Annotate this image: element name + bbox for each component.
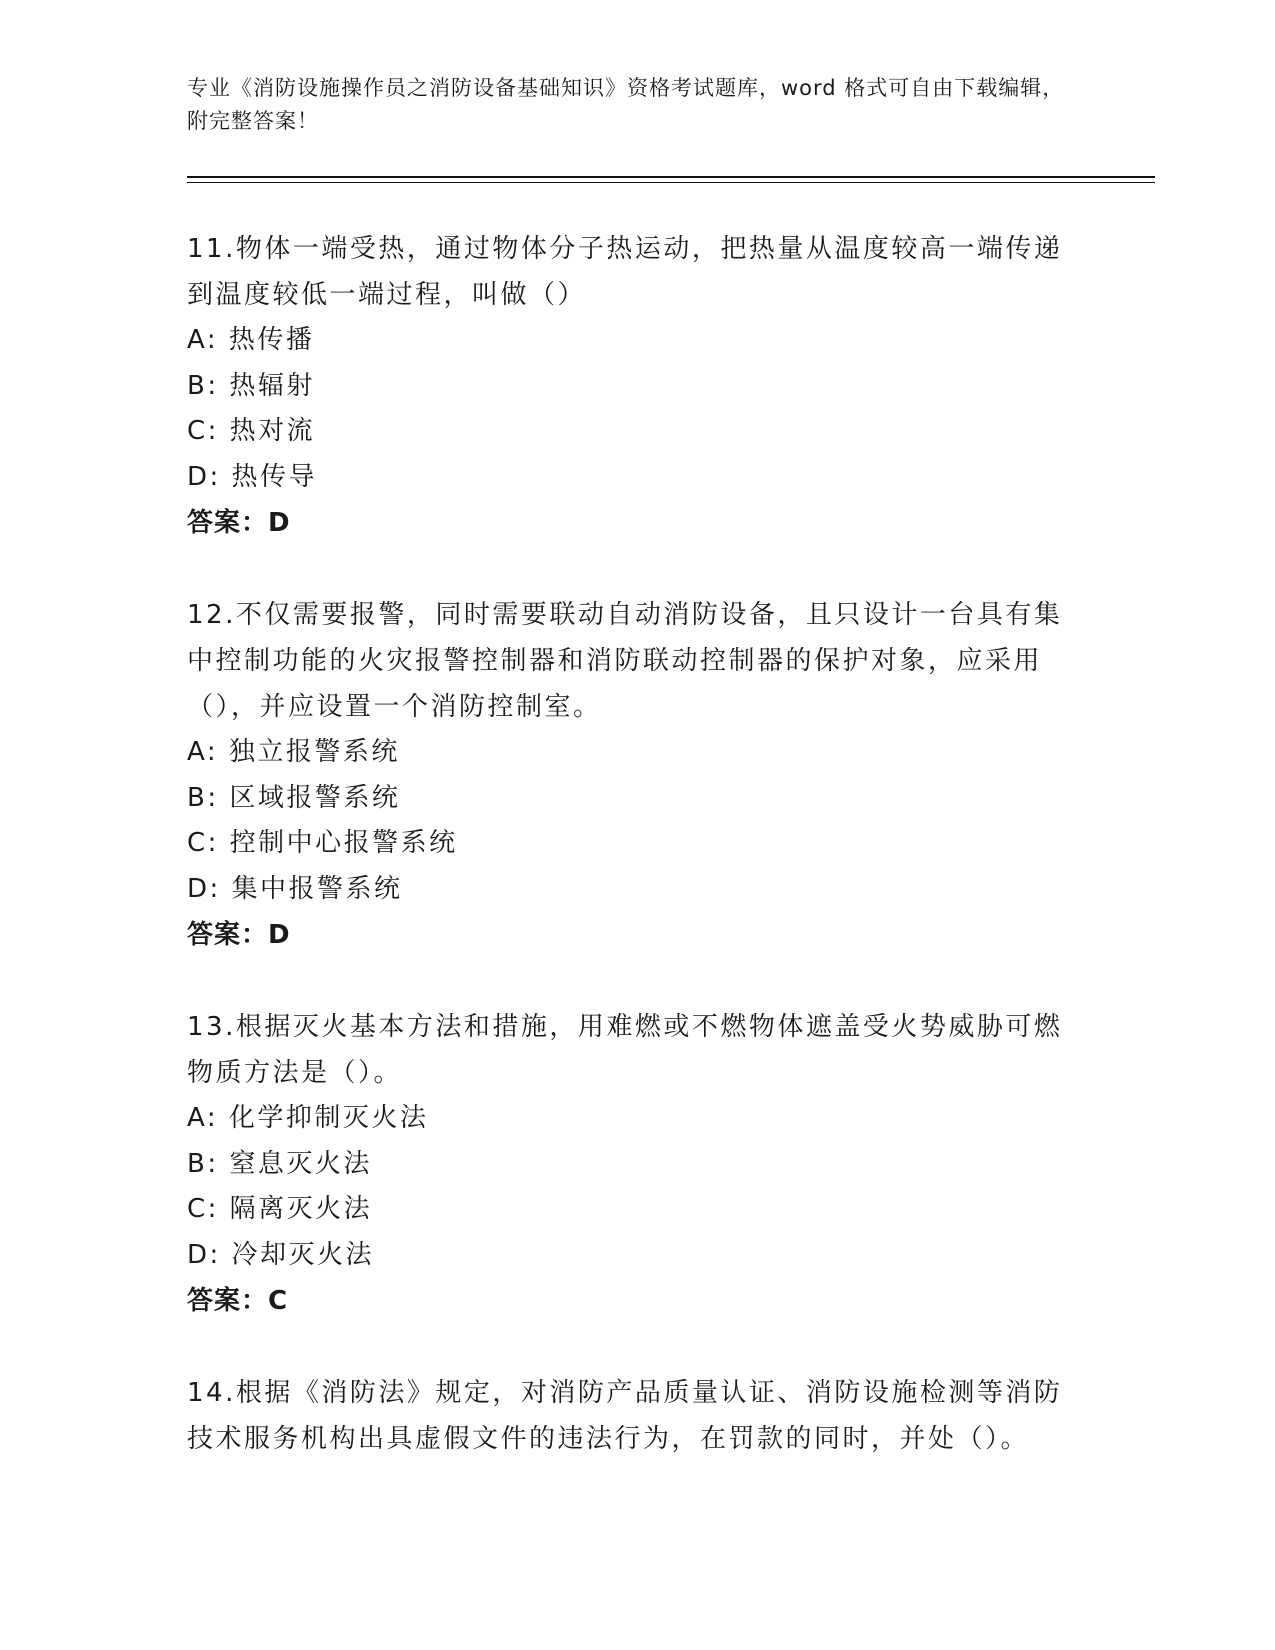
question-stem: 12.不仅需要报警，同时需要联动自动消防设备，且只设计一台具有集中控制功能的火灾报警控制器和消防联动控制器的保护对象，应采用（），并应设置一个消防控制室。 <box>187 600 1063 722</box>
answer: 答案：D <box>187 508 291 538</box>
header-divider-thin <box>187 182 1155 183</box>
question-stem: 13.根据灭火基本方法和措施，用难燃或不燃物体遮盖受火势威胁可燃物质方法是（）。 <box>187 1012 1063 1088</box>
option-b: B: 窒息灭火法 <box>187 1148 372 1179</box>
option-c: C: 控制中心报警系统 <box>187 828 458 858</box>
option-b: B: 热辐射 <box>187 370 315 401</box>
question-12 <box>187 592 1087 958</box>
option-d: D: 集中报警系统 <box>187 873 403 904</box>
answer: 答案：C <box>187 1286 289 1316</box>
option-d: D: 冷却灭火法 <box>187 1239 375 1270</box>
option-a: A: 热传播 <box>187 325 315 355</box>
option-c: C: 隔离灭火法 <box>187 1194 373 1224</box>
answer: 答案：D <box>187 920 291 950</box>
question-11 <box>187 226 1087 546</box>
question-14 <box>187 1370 1087 1462</box>
option-c: C: 热对流 <box>187 416 316 446</box>
header-divider-thick <box>187 176 1155 178</box>
question-13 <box>187 1004 1087 1324</box>
question-stem: 11.物体一端受热，通过物体分子热运动，把热量从温度较高一端传递到温度较低一端过程，叫做（） <box>187 234 1063 310</box>
option-a: A: 化学抑制灭火法 <box>187 1103 429 1133</box>
option-b: B: 区域报警系统 <box>187 782 401 813</box>
option-d: D: 热传导 <box>187 461 318 492</box>
document-intro: 专业《消防设施操作员之消防设备基础知识》资格考试题库，word 格式可自由下载编辑，附完整答案！ <box>187 76 1065 133</box>
question-stem: 14.根据《消防法》规定，对消防产品质量认证、消防设施检测等消防技术服务机构出具虚假文件的违法行为，在罚款的同时，并处（）。 <box>187 1378 1063 1454</box>
option-a: A: 独立报警系统 <box>187 737 400 767</box>
